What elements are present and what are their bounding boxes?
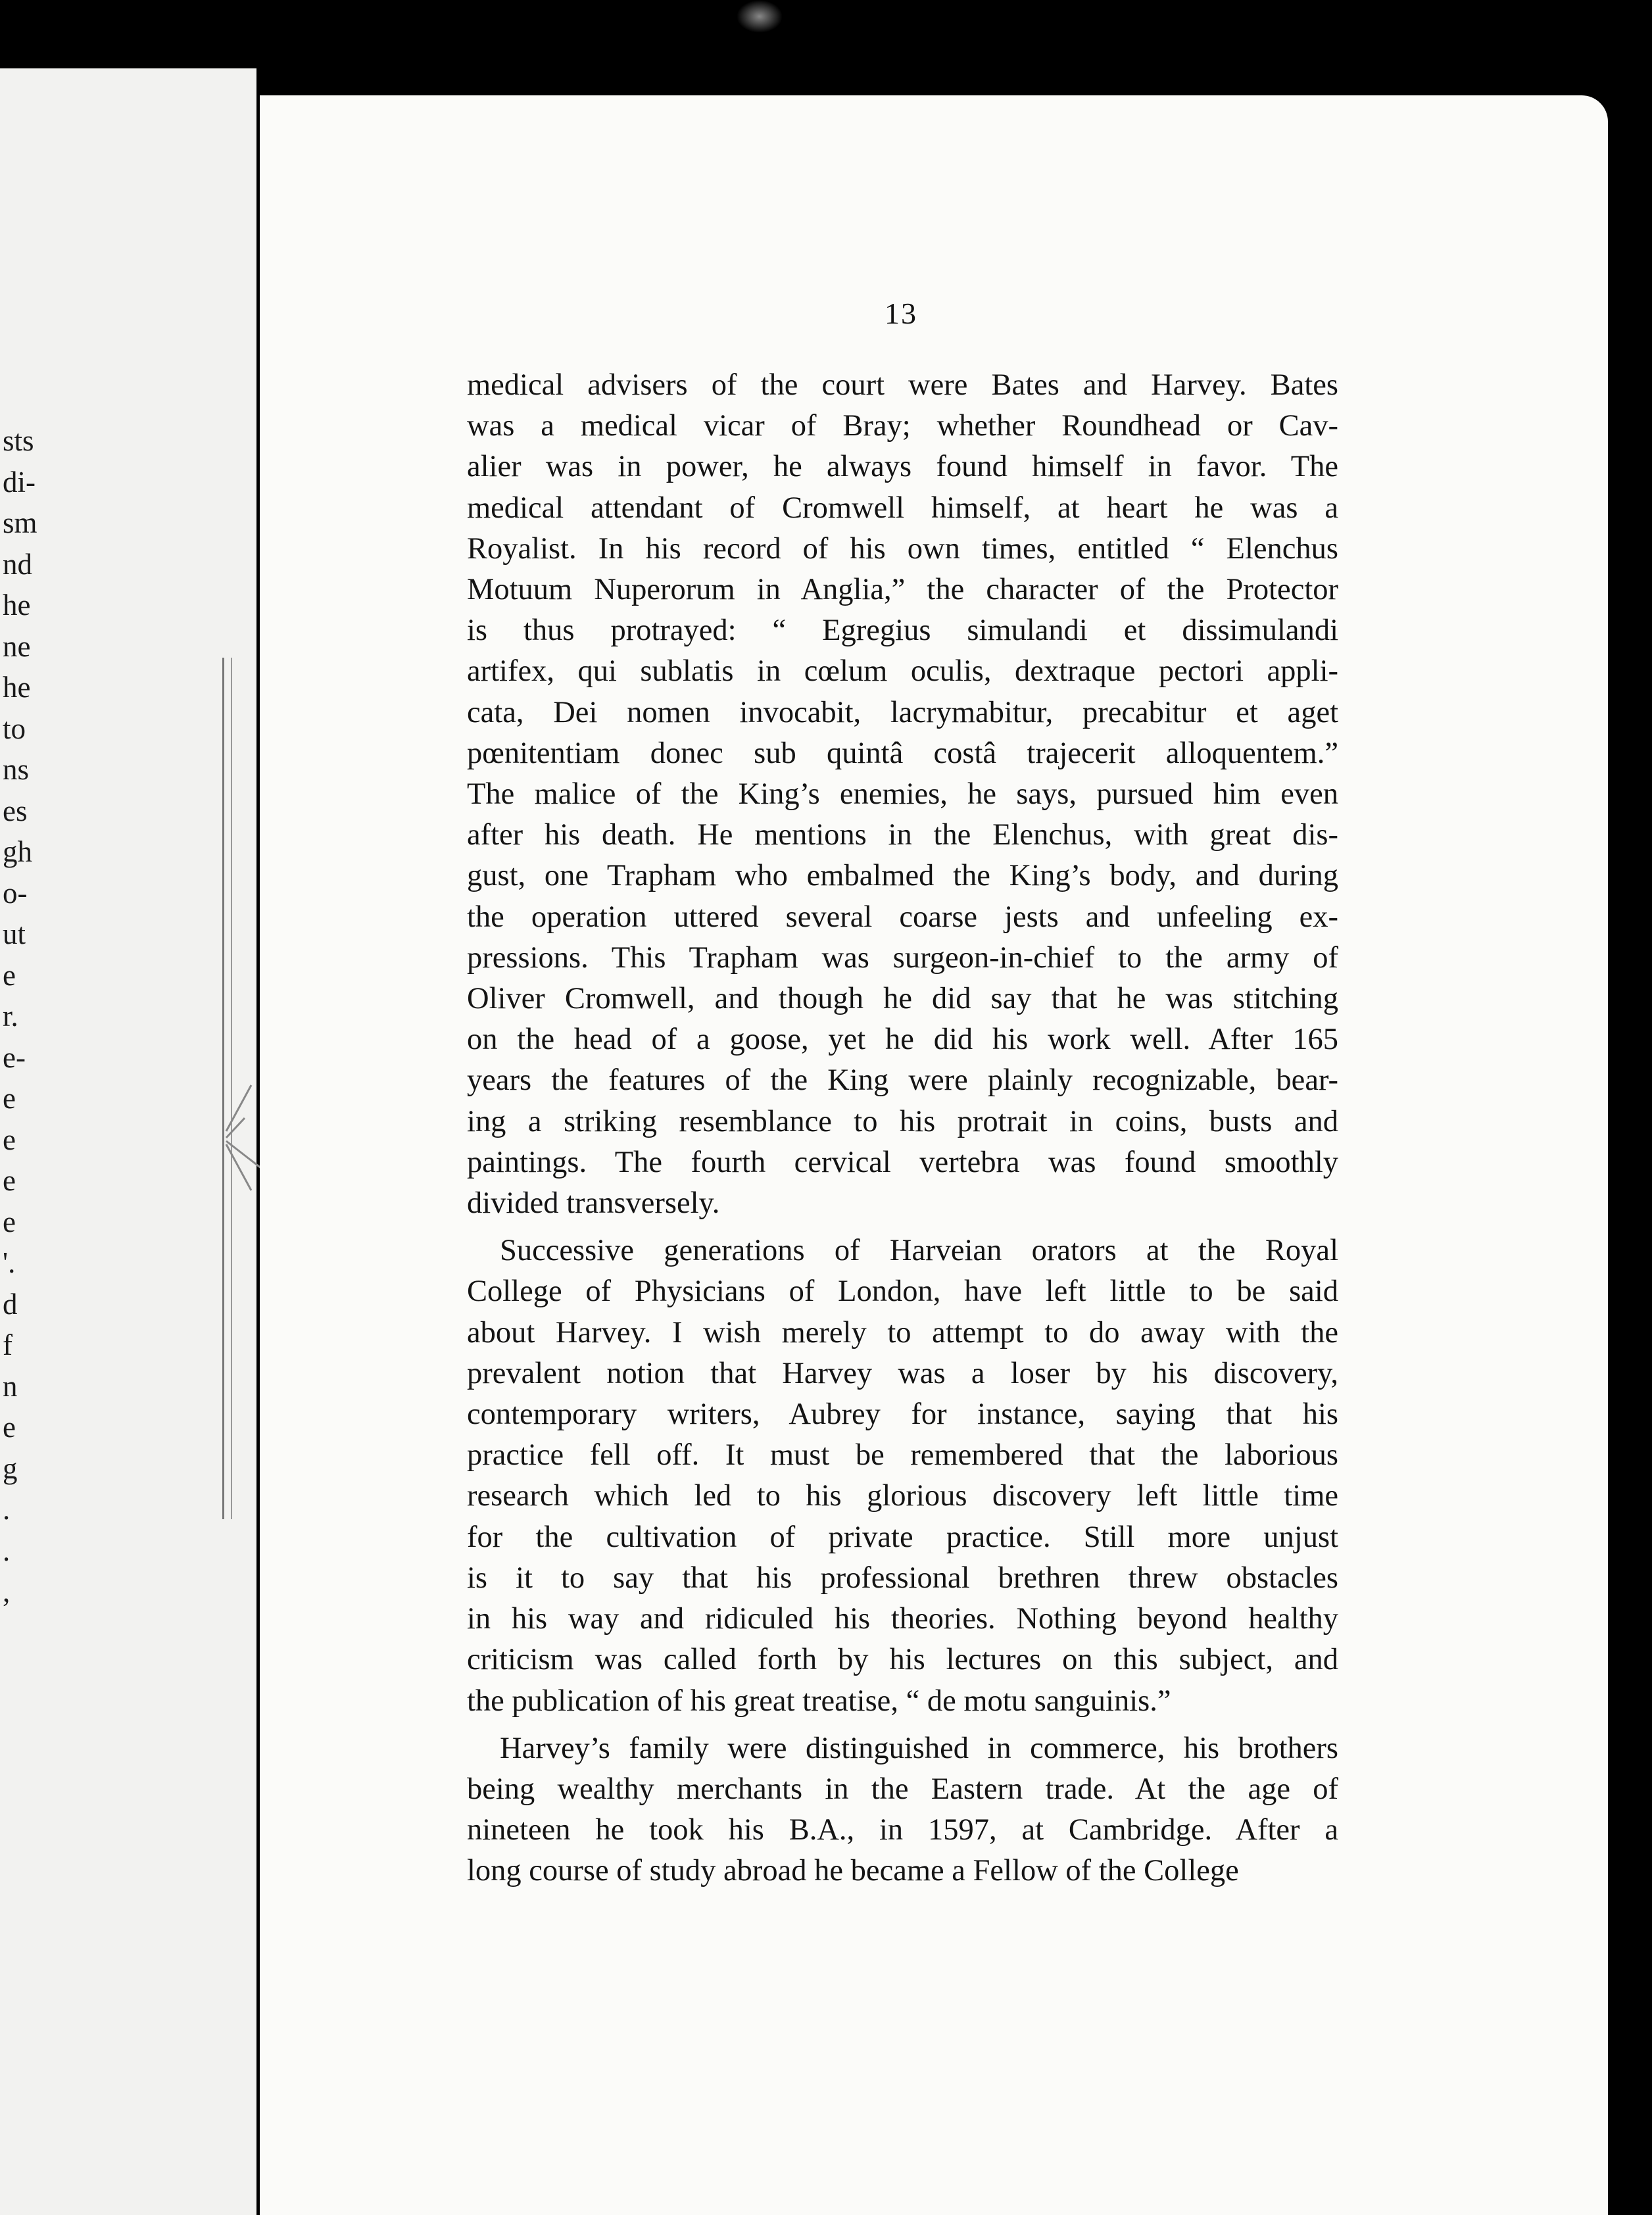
left-fragment: e <box>3 1205 16 1238</box>
left-fragment: d <box>3 1287 18 1321</box>
left-fragment: nd <box>3 547 32 581</box>
text-line: medical attendant of Cromwell himself, at heart he was a <box>467 491 1338 525</box>
left-fragment: e <box>3 1123 16 1156</box>
left-facing-page <box>0 68 256 2215</box>
left-fragment: e- <box>3 1040 26 1074</box>
text-line: criticism was called forth by his lectures on this subject, and <box>467 1643 1338 1677</box>
left-fragment: sts <box>3 424 34 457</box>
text-line: Oliver Cromwell, and though he did say that he was stitching <box>467 982 1338 1016</box>
text-line: on the head of a goose, yet he did his work well. After 165 <box>467 1023 1338 1057</box>
text-line: about Harvey. I wish merely to attempt to do away with the <box>467 1315 1338 1350</box>
text-line: long course of study abroad he became a Fellow of the College <box>467 1854 1239 1888</box>
text-line: Motuum Nuperorum in Anglia,” the character of the Protector <box>467 573 1338 607</box>
paragraph <box>467 365 1338 1224</box>
text-line: for the cultivation of private practice. Still more unjust <box>467 1520 1338 1554</box>
text-line: Successive generations of Harveian orators at the Royal <box>500 1234 1338 1268</box>
left-fragment: , <box>3 1575 11 1608</box>
left-fragment: n <box>3 1369 18 1403</box>
scan-artifact <box>737 0 783 33</box>
text-line: paintings. The fourth cervical vertebra was found smoothly <box>467 1145 1338 1179</box>
left-fragment: he <box>3 589 31 621</box>
text-line: is thus protrayed: “ Egregius simulandi et dissimulandi <box>467 614 1338 648</box>
text-line: pressions. This Trapham was surgeon-in-chief to the army of <box>467 940 1338 975</box>
left-fragment: di- <box>3 465 36 499</box>
text-line: alier was in power, he always found himself in favor. The <box>467 450 1338 484</box>
text-line: contemporary writers, Aubrey for instance, saying that his <box>467 1398 1338 1432</box>
text-line: being wealthy merchants in the Eastern trade. At the age of <box>467 1772 1338 1806</box>
left-fragment: es <box>3 794 28 827</box>
text-line: in his way and ridiculed his theories. Nothing beyond healthy <box>467 1602 1338 1636</box>
left-fragment: . <box>3 1493 11 1526</box>
left-fragment: e <box>3 958 16 992</box>
left-fragment: ns <box>3 753 30 786</box>
text-line: College of Physicians of London, have left little to be said <box>467 1275 1338 1309</box>
left-fragment: gh <box>3 835 32 868</box>
page-number: 13 <box>885 297 917 330</box>
text-line: ing a striking resemblance to his protrait in coins, busts and <box>467 1104 1338 1138</box>
left-fragment: to <box>3 712 26 745</box>
left-fragment: '. <box>3 1246 16 1279</box>
text-line: Harvey’s family were distinguished in commerce, his brothers <box>500 1731 1338 1765</box>
text-line: years the features of the King were plainly recognizable, bear- <box>467 1063 1338 1098</box>
text-line: Royalist. In his record of his own times, entitled “ Elenchus <box>467 531 1338 566</box>
left-page-text-fragments <box>3 420 42 1613</box>
left-fragment: sm <box>3 506 37 539</box>
text-line: nineteen he took his B.A., in 1597, at Cambridge. After a <box>467 1813 1338 1847</box>
text-line: cata, Dei nomen invocabit, lacrymabitur, precabitur et aget <box>467 695 1338 729</box>
paragraph <box>467 1728 1338 1892</box>
text-line: is it to say that his professional brethren threw obstacles <box>467 1561 1338 1595</box>
text-line: medical advisers of the court were Bates and Harvey. Bates <box>467 368 1338 402</box>
left-fragment: e <box>3 1082 16 1115</box>
text-line: after his death. He mentions in the Elenchus, with great dis- <box>467 818 1338 852</box>
left-fragment: g <box>3 1451 18 1485</box>
text-line: the publication of his great treatise, “ de motu sanguinis.” <box>467 1684 1171 1718</box>
left-fragment: f <box>3 1328 12 1361</box>
text-line: practice fell off. It must be remembered that the laborious <box>467 1438 1338 1473</box>
left-fragment: e <box>3 1411 16 1444</box>
left-fragment: o- <box>3 876 28 910</box>
text-line: The malice of the King’s enemies, he says, pursued him even <box>467 777 1338 812</box>
text-line: was a medical vicar of Bray; whether Roundhead or Cav- <box>467 409 1338 443</box>
body-text <box>467 365 1338 1892</box>
left-fragment: e <box>3 1164 16 1197</box>
text-line: prevalent notion that Harvey was a loser by his discovery, <box>467 1356 1338 1390</box>
text-line: research which led to his glorious discovery left little time <box>467 1479 1338 1513</box>
text-line: the operation uttered several coarse jests and unfeeling ex- <box>467 900 1338 934</box>
text-line: artifex, qui sublatis in cœlum oculis, dextraque pectori appli- <box>467 654 1338 689</box>
text-line: pœnitentiam donec sub quintâ costâ trajecerit alloquentem.” <box>467 736 1338 770</box>
text-line: divided transversely. <box>467 1186 720 1221</box>
paragraph <box>467 1230 1338 1721</box>
left-fragment: ne <box>3 629 31 663</box>
left-fragment: . <box>3 1534 11 1567</box>
left-fragment: ut <box>3 917 26 950</box>
left-fragment: r. <box>3 1000 18 1033</box>
left-fragment: he <box>3 671 31 704</box>
text-line: gust, one Trapham who embalmed the King’s body, and during <box>467 859 1338 893</box>
